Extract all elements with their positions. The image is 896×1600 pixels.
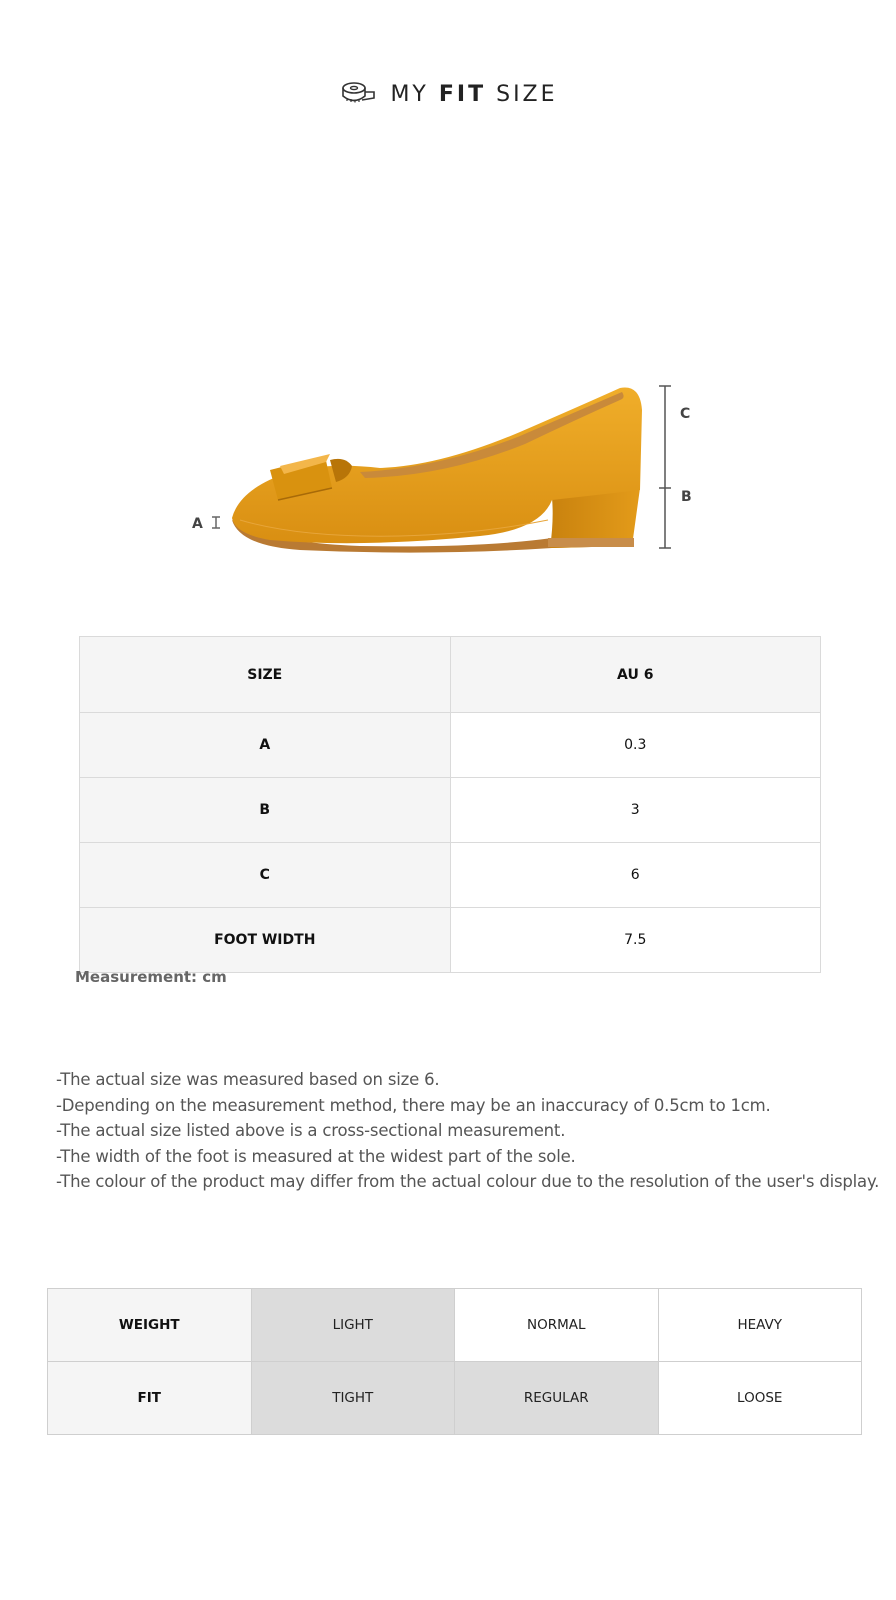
fit-table [47,1288,862,1435]
note-item: -The colour of the product may differ from the actual colour due to the resolution of the user's display. [56,1172,880,1192]
size-row-value: 6 [450,843,821,908]
fit-option-loose: LOOSE [658,1362,862,1435]
size-notes-list [56,1067,886,1195]
fit-option-regular: REGULAR [455,1362,659,1435]
size-row-label: C [80,843,451,908]
size-header-label: SIZE [80,637,451,713]
fit-option-tight: TIGHT [251,1362,455,1435]
tape-measure-icon [338,79,376,110]
size-table [79,636,821,973]
logo-title-my: MY [390,81,439,107]
size-row-value: 3 [450,778,821,843]
size-table-header-row [80,637,821,713]
size-row-label: A [80,713,451,778]
note-item: -Depending on the measurement method, there may be an inaccuracy of 0.5cm to 1cm. [56,1095,771,1115]
fit-label: FIT [48,1362,252,1435]
logo-title-size: SIZE [486,81,558,107]
fit-row [48,1362,862,1435]
dimension-label-b: B [681,489,692,505]
note-item: -The actual size was measured based on size 6. [56,1070,440,1089]
size-row-value: 7.5 [450,908,821,973]
logo [0,78,896,110]
size-header-value: AU 6 [450,637,821,713]
weight-row [48,1289,862,1362]
size-row-label: FOOT WIDTH [80,908,451,973]
dimension-label-a: A [192,516,203,532]
size-row-c [80,843,821,908]
weight-label: WEIGHT [48,1289,252,1362]
dimension-label-c: C [680,406,691,422]
weight-option-light: LIGHT [251,1289,455,1362]
shoe-illustration [180,370,720,580]
logo-title-fit: FIT [438,81,487,107]
size-row-label: B [80,778,451,843]
size-row-value: 0.3 [450,713,821,778]
shoe-diagram [180,370,720,580]
size-row-a [80,713,821,778]
logo-title [390,82,557,107]
note-item: -The width of the foot is measured at the widest part of the sole. [56,1146,576,1166]
measurement-unit-note: Measurement: cm [75,968,227,986]
size-row-foot-width [80,908,821,973]
weight-option-normal: NORMAL [455,1289,659,1362]
weight-option-heavy: HEAVY [658,1289,862,1362]
size-row-b [80,778,821,843]
note-item: -The actual size listed above is a cross-sectional measurement. [56,1121,566,1141]
